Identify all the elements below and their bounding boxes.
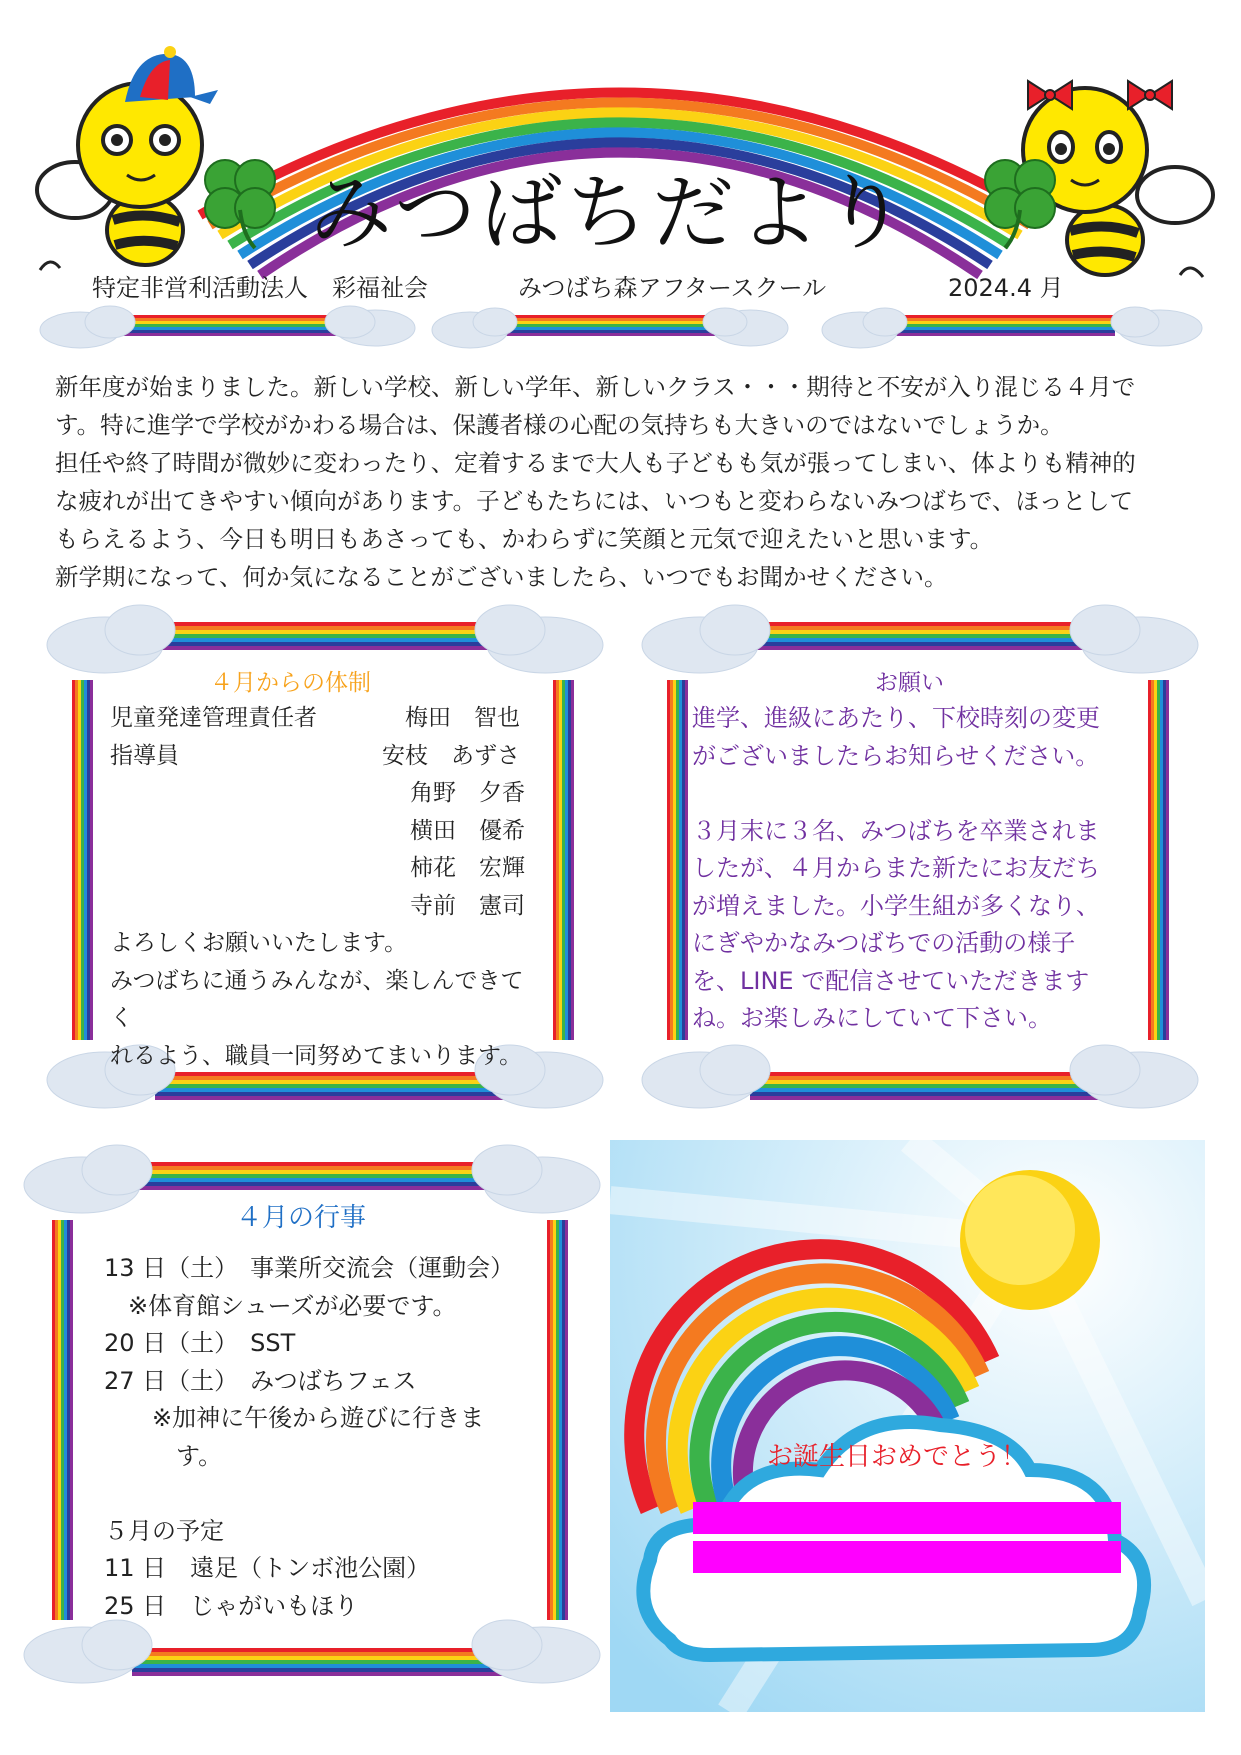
request-line: がございましたらお知らせください。 [692, 741, 1100, 770]
page-title: みつばちだより [309, 166, 911, 261]
birthday-name-bar [693, 1502, 1121, 1534]
cloud-divider [0, 300, 1241, 360]
event-line: ※体育館シューズが必要です。 [104, 1291, 457, 1320]
instructor-name: 寺前 憲司 [410, 892, 525, 919]
staff-list [110, 700, 530, 1075]
event-line [104, 1475, 544, 1513]
clover-icon [975, 150, 1065, 250]
intro-line: 新年度が始まりました。新しい学校、新しい学年、新しいクラス・・・期待と不安が入り混じる４月で [55, 373, 1136, 401]
staff-closing-line: れるよう、職員一同努めてまいります。 [110, 1042, 523, 1069]
organization-name: 特定非営利活動法人 彩福祉会 [92, 274, 428, 302]
intro-line: 担任や終了時間が微妙に変わったり、定着するまで大人も子どもも気が張ってしまい、体よりも精神的 [55, 449, 1136, 477]
birthday-illustration [610, 1140, 1205, 1712]
request-text [692, 700, 1132, 1038]
event-line: 27 日（土） みつばちフェス [104, 1366, 417, 1395]
staff-closing-line: みつばちに通うみんなが、楽しんできてく [110, 967, 524, 1031]
intro-line: もらえるよう、今日も明日もあさっても、かわらずに笑顔と元気で迎えたいと思います。 [55, 525, 994, 553]
bow-icon [1120, 75, 1180, 115]
school-name: みつばち森アフタースクール [518, 274, 827, 302]
request-line: 進学、進級にあたり、下校時刻の変更 [692, 704, 1100, 732]
staff-heading: ４月からの体制 [210, 670, 371, 696]
instructor-role: 指導員 [110, 742, 179, 769]
event-line: す。 [104, 1441, 223, 1470]
manager-role: 児童発達管理責任者 [110, 705, 317, 731]
intro-line: な疲れが出てきやすい傾向があります。子どもたちには、いつもと変わらないみつばちで、ほっとして [55, 487, 1133, 515]
events-list [104, 1250, 544, 1625]
events-heading: ４月の行事 [236, 1203, 367, 1233]
instructor-name: 安枝 あずさ [382, 742, 520, 769]
request-line: ね。お楽しみにしていて下さい。 [692, 1004, 1052, 1032]
request-line: ３月末に３名、みつばちを卒業されま [692, 816, 1100, 845]
manager-name: 梅田 智也 [405, 705, 520, 731]
bow-icon [1020, 75, 1080, 115]
event-line: 13 日（土） 事業所交流会（運動会） [104, 1254, 515, 1282]
intro-line: 新学期になって、何か気になることがございましたら、いつでもお聞かせください。 [55, 563, 948, 591]
event-line: 25 日 じゃがいもほり [104, 1591, 359, 1620]
staff-closing-line: よろしくお願いいたします。 [110, 930, 408, 956]
instructor-name: 角野 夕香 [410, 780, 525, 806]
request-line: にぎやかなみつばちでの活動の様子 [692, 929, 1076, 957]
request-line: を、LINE で配信させていただきます [692, 966, 1090, 995]
event-line: ※加神に午後から遊びに行きま [104, 1404, 485, 1432]
request-line: が増えました。小学生組が多くなり、 [692, 891, 1100, 920]
intro-line: す。特に進学で学校がかわる場合は、保護者様の心配の気持ちも大きいのではないでしょうか。 [55, 411, 1064, 439]
instructor-name: 柿花 宏輝 [410, 855, 525, 881]
hat-icon [110, 42, 220, 122]
request-heading: お願い [875, 670, 944, 696]
sun-icon [960, 1170, 1100, 1310]
clover-icon [195, 150, 285, 250]
event-line: 11 日 遠足（トンボ池公園） [104, 1554, 431, 1582]
intro-text [55, 368, 1205, 596]
request-line: したが、４月からまた新たにお友だち [692, 854, 1100, 882]
event-line: ５月の予定 [104, 1516, 224, 1545]
event-line: 20 日（土） SST [104, 1329, 296, 1357]
instructor-name: 横田 優希 [410, 817, 525, 844]
issue-date: 2024.4 月 [948, 274, 1064, 302]
request-line [692, 775, 1132, 813]
birthday-heading: お誕生日おめでとう！ [767, 1442, 1028, 1472]
birthday-name-bar [693, 1541, 1121, 1573]
